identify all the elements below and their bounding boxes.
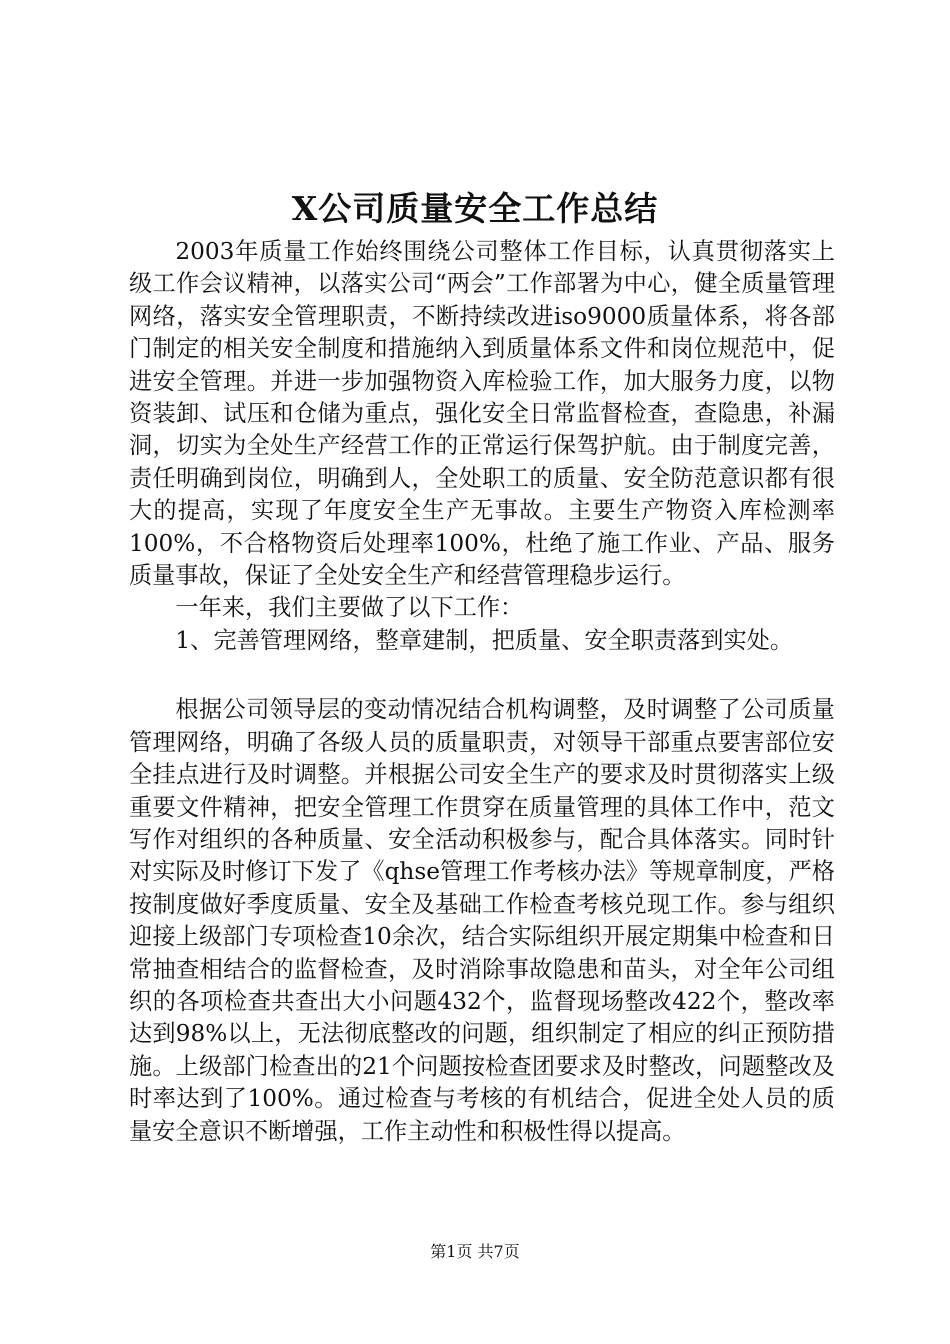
document-title: X公司质量安全工作总结 <box>291 189 659 228</box>
paragraph-gap <box>129 657 835 694</box>
summary-lead-paragraph: 一年来，我们主要做了以下工作： <box>175 594 524 622</box>
intro-paragraph: 2003年质量工作始终围绕公司整体工作目标，认真贯彻落实上级工作会议精神，以落实公司“两会”工作部署为中心，健全质量管理网络，落实安全管理职责，不断持续改进iso9000质量体系，将各部门制定的相关安全制度和措施纳入到质量体系文件和岗位规范中，促进安全管理。并进一步加强物资入库检验工作，加大服务力度，以物资装卸、试压和仓储为重点，强化安全日常监督检查，查隐患，补漏洞，切实为全处生产经营工作的正常运行保驾护航。由于制度完善，责任明确到岗位，明确到人，全处职工的质量、安全防范意识都有很大的提高，实现了年度安全生产无事故。主要生产物资入库检测率100%，不合格物资后处理率100%，杜绝了施工作业、产品、服务质量事故，保证了全处安全生产和经营管理稳步运行。 <box>129 238 835 590</box>
section-1-paragraph: 根据公司领导层的变动情况结合机构调整，及时调整了公司质量管理网络，明确了各级人员的质量职责，对领导干部重点要害部位安全挂点进行及时调整。并根据公司安全生产的要求及时贯彻落实上级重要文件精神，把安全管理工作贯穿在质量管理的具体工作中，范文写作对组织的各种质量、安全活动积极参与，配合具体落实。同时针对实际及时修订下发了《qhse管理工作考核办法》等规章制度，严格按制度做好季度质量、安全及基础工作检查考核兑现工作。参与组织迎接上级部门专项检查10余次，结合实际组织开展定期集中检查和日常抽查相结合的监督检查，及时消除事故隐患和苗头，对全年公司组织的各项检查共查出大小问题432个，监督现场整改422个，整改率达到98%以上，无法彻底整改的问题，组织制定了相应的纠正预防措施。上级部门检查出的21个问题按检查团要求及时整改，问题整改及时率达到了100%。通过检查与考核的有机结合，促进全处人员的质量安全意识不断增强，工作主动性和积极性得以提高。 <box>129 696 835 1145</box>
section-heading-1: 1、完善管理网络，整章建制，把质量、安全职责落到实处。 <box>175 626 794 654</box>
document-body <box>129 236 835 1148</box>
page-number: 第1页 共7页 <box>430 1242 520 1261</box>
